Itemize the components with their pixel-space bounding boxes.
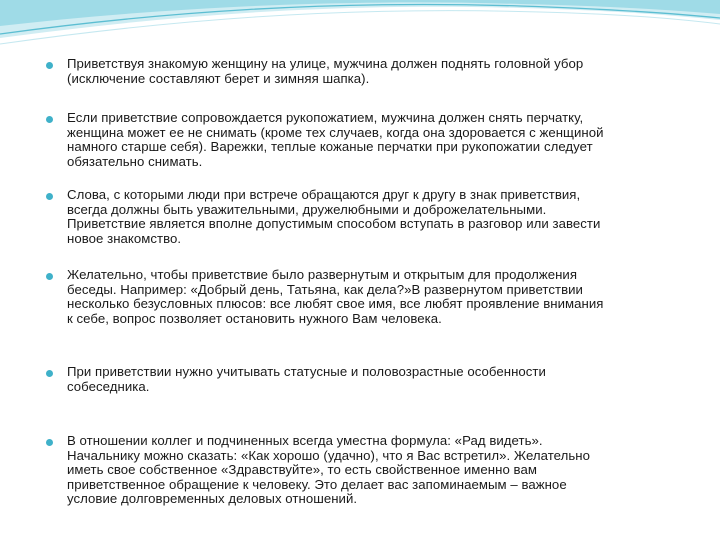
header-wave-decoration (0, 0, 720, 60)
bullet-text: При приветствии нужно учитывать статусные и половозрастные особенности собеседника. (67, 364, 546, 394)
bullet-marker (46, 62, 53, 69)
bullet-marker (46, 116, 53, 123)
bullet-text: Слова, с которыми люди при встрече обращаются друг к другу в знак приветствия, всегда должны быть уважительными, дружелюбными и доброжелательными. Приветствие является вполне допустимым способом вступать в разговор или завести новое знакомство. (67, 187, 601, 246)
bullet-item-colleagues (46, 434, 686, 507)
bullet-item-glove (46, 111, 686, 169)
bullet-marker (46, 273, 53, 280)
bullet-text: В отношении коллег и подчиненных всегда уместна формула: «Рад видеть». Начальнику можно сказать: «Как хорошо (удачно), что я Вас встретил». Желательно иметь свое собственное «Здравствуйте», то есть свойственное именно вам приветственное обращение к человеку. Это делает вас запоминаемым – важное условие долговременных деловых отношений. (67, 433, 590, 507)
bullet-text: Если приветствие сопровождается рукопожатием, мужчина должен снять перчатку, женщина может ее не снимать (кроме тех случаев, когда она здоровается с женщиной намного старше себя). Варежки, теплые кожаные перчатки при рукопожатии следует обязательно снимать. (67, 110, 604, 169)
bullet-text: Желательно, чтобы приветствие было развернутым и открытым для продолжения беседы. Например: «Добрый день, Татьяна, как дела?»В развернутом приветствии несколько безусловных плюсов: все любят свое имя, все любят проявление внимания к себе, вопрос позволяет остановить нужного Вам человека. (67, 267, 604, 326)
bullet-item-expanded-greeting (46, 268, 686, 326)
bullet-marker (46, 439, 53, 446)
bullet-marker (46, 370, 53, 377)
bullet-item-words (46, 188, 686, 246)
bullet-text: Приветствуя знакомую женщину на улице, мужчина должен поднять головной убор (исключение составляют берет и зимняя шапка). (67, 56, 584, 86)
bullet-item-status (46, 365, 686, 394)
bullet-marker (46, 193, 53, 200)
bullet-item-hat (46, 57, 686, 86)
